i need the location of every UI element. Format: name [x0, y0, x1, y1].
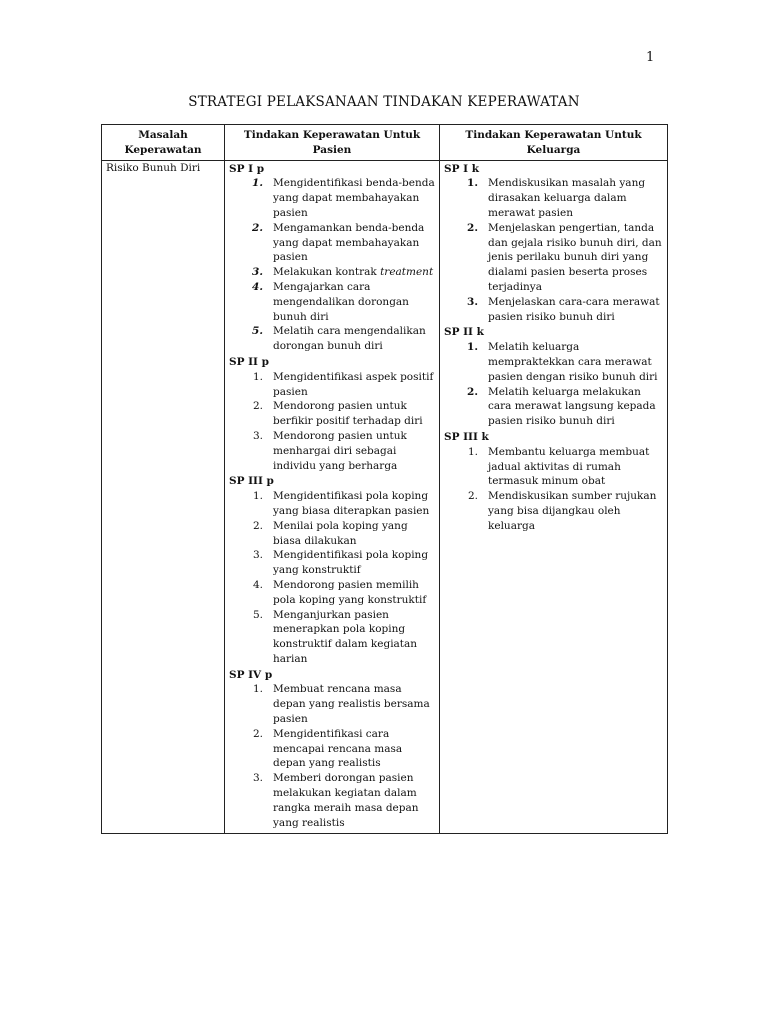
list-item: 1. Mengidentifikasi pola koping yang biasa diterapkan pasien	[252, 490, 430, 517]
sp-heading: SP IV p	[229, 668, 273, 681]
page-number: 1	[646, 50, 655, 65]
sp-heading: SP I p	[229, 162, 265, 175]
header-patient-actions: Tindakan Keperawatan Untuk Pasien	[225, 125, 440, 161]
list-item: 2. Menjelaskan pengertian, tanda dan gejala risiko bunuh diri, dan jenis perilaku bunuh diri yang dialami pasien beserta proses terjadinya	[467, 221, 662, 293]
sp-heading: SP III p	[229, 475, 274, 488]
list-item: 2. Melatih keluarga melakukan cara merawat langsung kepada pasien risiko bunuh diri	[467, 385, 656, 428]
list-item: 2. Mendorong pasien untuk berfikir positif terhadap diri	[252, 400, 423, 428]
list-item: 2. Mengamankan benda-benda yang dapat membahayakan pasien	[252, 221, 425, 264]
family-actions-cell	[440, 160, 668, 833]
list-item: 4. Mendorong pasien memilih pola koping yang konstruktif	[252, 578, 427, 606]
action-list	[229, 370, 435, 474]
list-item: 1. Membantu keluarga membuat jadual aktivitas di rumah termasuk minum obat	[467, 445, 650, 488]
action-list	[444, 445, 663, 534]
list-item: 2. Mendiskusikan sumber rujukan yang bisa dijangkau oleh keluarga	[467, 490, 657, 532]
table-row	[102, 160, 668, 833]
list-item: 1. Membuat rencana masa depan yang realistis bersama pasien	[252, 683, 430, 726]
document-title: STRATEGI PELAKSANAAN TINDAKAN KEPERAWATAN	[188, 94, 580, 110]
sp-heading: SP II k	[444, 326, 484, 339]
problem-label: Risiko Bunuh Diri	[106, 161, 201, 174]
list-item: 2. Menilai pola koping yang biasa dilakukan	[252, 519, 408, 547]
list-item: 3. Menjelaskan cara-cara merawat pasien risiko bunuh diri	[467, 295, 660, 323]
patient-actions-cell	[225, 160, 440, 833]
action-list	[229, 176, 435, 354]
list-item: 1. Melatih keluarga mempraktekkan cara merawat pasien dengan risiko bunuh diri	[467, 341, 658, 383]
list-item: 1. Mengidentifikasi benda-benda yang dapat membahayakan pasien	[252, 177, 435, 219]
list-item: 5. Melatih cara mengendalikan dorongan bunuh diri	[252, 325, 426, 353]
list-item: 1. Mengidentifikasi aspek positif pasien	[252, 370, 434, 398]
action-list	[444, 176, 663, 324]
list-item: 3. Melakukan kontrak treatment	[252, 266, 434, 279]
problem-cell	[102, 160, 225, 833]
list-item: 4. Mengajarkan cara mengendalikan dorongan bunuh diri	[252, 280, 409, 323]
action-list	[444, 340, 663, 429]
table-header-row	[102, 125, 668, 161]
list-item: 2. Mengidentifikasi cara mencapai rencana masa depan yang realistis	[252, 727, 403, 770]
sp-heading: SP I k	[444, 162, 479, 175]
sp-heading: SP III k	[444, 430, 489, 443]
list-item: 3. Memberi dorongan pasien melakukan kegiatan dalam rangka meraih masa depan yang realistis	[252, 772, 419, 829]
header-family-actions: Tindakan Keperawatan Untuk Keluarga	[440, 125, 668, 161]
list-item: 1. Mendiskusikan masalah yang dirasakan keluarga dalam merawat pasien	[467, 177, 646, 219]
sp-heading: SP II p	[229, 355, 269, 368]
action-list	[229, 682, 435, 830]
list-item: 3. Mendorong pasien untuk menhargai diri sebagai individu yang berharga	[252, 429, 407, 472]
action-list	[229, 489, 435, 667]
header-problem: Masalah Keperawatan	[102, 125, 225, 161]
strategy-table	[101, 124, 668, 834]
list-item: 5. Menganjurkan pasien menerapkan pola koping konstruktif dalam kegiatan harian	[252, 608, 418, 665]
list-item: 3. Mengidentifikasi pola koping yang konstruktif	[252, 549, 429, 577]
